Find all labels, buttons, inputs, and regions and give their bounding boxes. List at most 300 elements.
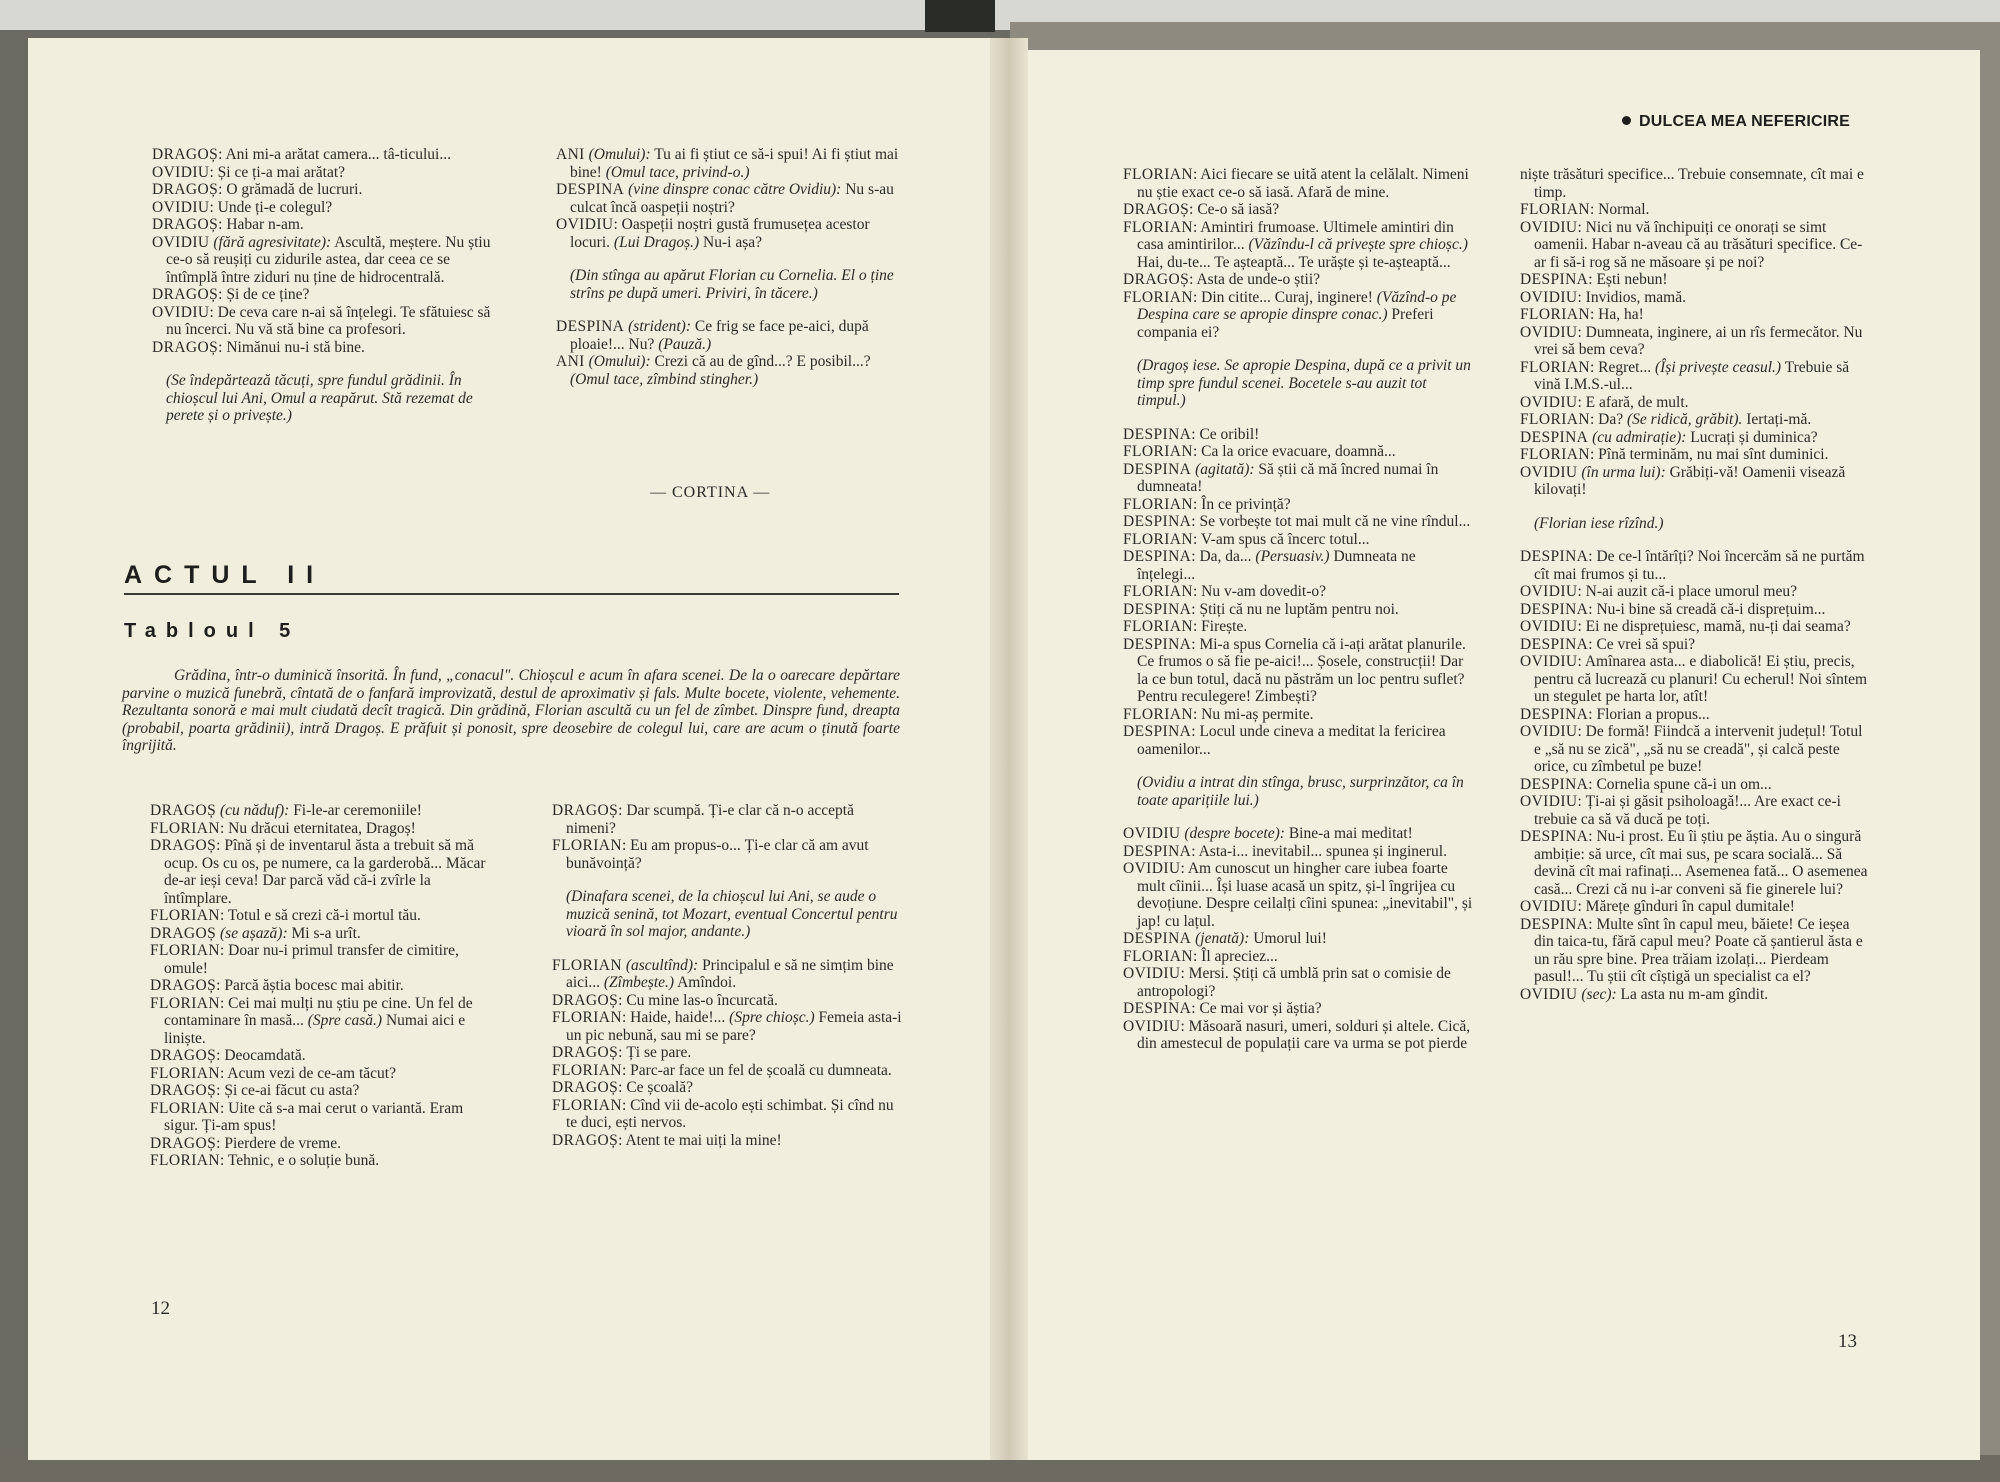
dialogue-text: : Măsoară nasuri, umeri, solduri și altele. Cică, din amestecul de populații care va urma se pot pierde <box>1137 1017 1471 1052</box>
parenthetical: (jenată): <box>1195 930 1250 947</box>
background-top-dark <box>925 0 995 32</box>
speaker-name: OVIDIU <box>1123 965 1181 982</box>
dialogue-line <box>1520 618 1872 636</box>
dialogue-text: : N-ai auzit că-i place umorul meu? <box>1577 583 1797 600</box>
dialogue-text: : Nu mi-aș permite. <box>1192 705 1314 723</box>
dialogue-text: : Asta de unde-o știi? <box>1189 271 1321 288</box>
speaker-name: DESPINA <box>1123 548 1192 565</box>
dialogue-line <box>1520 201 1872 219</box>
dialogue-line <box>556 353 904 388</box>
left-col2-top <box>556 146 904 388</box>
dialogue-line <box>552 1079 904 1097</box>
speaker-name: DESPINA <box>1520 828 1589 845</box>
dialogue-text: : Mersi. Știți că umblă prin sat o comisie de antropologi? <box>1137 965 1451 1000</box>
dialogue-line <box>150 1065 500 1083</box>
parenthetical: (Se ridică, grăbit). <box>1627 411 1743 428</box>
dialogue-text: Mi s-a urît. <box>291 924 361 942</box>
dialogue-text: : Ce vrei să spui? <box>1588 635 1696 653</box>
speaker-name: FLORIAN <box>1123 705 1193 723</box>
dialogue-text: : Ți-ai și găsit psiholoagă!... Are exact ce-i trebuie ca să vă ducă pe toți. <box>1534 793 1841 828</box>
speaker-name: FLORIAN <box>150 942 220 959</box>
dialogue-line <box>1123 496 1473 514</box>
parenthetical: (strident): <box>628 318 691 335</box>
dialogue-text: : Nu-i bine să creadă că-i disprețuim... <box>1588 600 1826 618</box>
speaker-name: DESPINA <box>1520 548 1589 565</box>
dialogue-text: : Doar nu-i primul transfer de cimitire, omule! <box>164 942 459 977</box>
dialogue-text: : Haide, haide!... <box>621 1009 726 1026</box>
dialogue-line <box>1123 965 1473 1000</box>
speaker-name: FLORIAN <box>1520 446 1590 463</box>
dialogue-line <box>1123 548 1473 583</box>
dialogue-line <box>1123 706 1473 724</box>
dialogue-text: : Ești nebun! <box>1588 271 1668 288</box>
dialogue-line <box>1520 776 1872 794</box>
speaker-name: FLORIAN <box>150 819 220 837</box>
parenthetical: (vine dinspre conac către Ovidiu): <box>628 181 842 198</box>
dialogue-text: Hai, du-te... Te așteaptă... Te urăște și te-așteaptă... <box>1137 253 1451 271</box>
dialogue-text: : Ani mi-a arătat camera... tâ-ticului... <box>218 146 451 163</box>
dialogue-line <box>1123 271 1473 289</box>
dialogue-line <box>1520 289 1872 307</box>
dialogue-line <box>1123 513 1473 531</box>
dialogue-line <box>1520 464 1872 499</box>
dialogue-continuation: niște trăsături specifice... Trebuie consemnate, cît mai e timp. <box>1520 166 1864 201</box>
dialogue-line <box>1520 394 1872 412</box>
speaker-name: FLORIAN <box>1123 166 1193 183</box>
stage-direction: (Ovidiu a intrat din stînga, brusc, surprinzător, ca în toate aparițiile lui.) <box>1137 774 1464 809</box>
dialogue-line <box>150 1152 500 1170</box>
dialogue-text: Să știi că mă încred numai în dumneata! <box>1137 460 1439 495</box>
dialogue-text: : Ce școală? <box>618 1079 694 1096</box>
speaker-name: DRAGOȘ <box>150 1134 217 1152</box>
dialogue-text: : Parcă ăștia bocesc mai abitir. <box>216 977 404 994</box>
dialogue-line <box>1123 443 1473 461</box>
dialogue-text: : Nici nu vă închipuiți ce onorați se simt oamenii. Habar n-aveau că au trăsături specifice. Ce-ar fi să-i rog să ne măsoare și pe noi? <box>1534 218 1863 271</box>
parenthetical: (ascultînd): <box>625 956 699 974</box>
speaker-name: OVIDIU <box>1520 618 1578 635</box>
dialogue-line <box>1123 426 1473 444</box>
running-header <box>1622 113 1850 131</box>
speaker-name: OVIDIU <box>1520 323 1578 341</box>
scene-description: Grădina, într-o duminică însorită. În fund, „conacul". Chioșcul e acum în afara scenei. De la o oarecare depărtare parvine o muzică funebră, cîntată de o fanfară improvizată, destul de aproximativ și fals. Multe bocete, violente, vehemente. Rezultanta sonoră e mai mult ciudată decît tragică. Din grădină, Florian ascultă cu un fel de zîmbet. Dinspre fund, dreapta (probabil, poarta grădinii), intră Dragoș. E prăfuit și ponosit, spre deosebire de colegul lui, care are acum o ținută foarte îngrijită. <box>122 667 900 754</box>
spacer <box>556 251 904 267</box>
dialogue-text: Preferi compania ei? <box>1137 306 1434 341</box>
dialogue-text: : Acum vezi de ce-am tăcut? <box>219 1064 396 1082</box>
speaker-name: FLORIAN <box>1520 201 1590 218</box>
dialogue-line <box>1123 843 1473 861</box>
speaker-name: FLORIAN <box>1123 288 1193 306</box>
dialogue-line <box>1520 653 1872 706</box>
page-number-left: 12 <box>151 1298 170 1319</box>
dialogue-text: : Florian a propus... <box>1588 705 1710 723</box>
speaker-name: OVIDIU <box>1520 393 1578 411</box>
speaker-name: DESPINA <box>1520 271 1589 288</box>
dialogue-text: : E afară, de mult. <box>1577 393 1689 411</box>
page-number-right: 13 <box>1838 1331 1857 1352</box>
dialogue-text: : Amînarea asta... e diabolică! Ei știu, precis, pentru că lucrează cu planuri! Cu echerul! Noi sîntem un stegulet pe harta lor, atît! <box>1534 653 1868 705</box>
dialogue-text: : O grămadă de lucruri. <box>218 181 363 198</box>
speaker-name: FLORIAN <box>1123 495 1193 513</box>
spacer <box>1123 758 1473 774</box>
dialogue-text: : Pînă și de inventarul ăsta a trebuit să mă ocup. Os cu os, pe numere, ca la garderobă... Măcar de-ar ieși ceva! Dar parcă văd că-i zvîrle la întîmplare. <box>164 837 486 907</box>
parenthetical: (sec): <box>1581 985 1617 1003</box>
dialogue-line <box>150 837 500 907</box>
dialogue-line <box>150 925 500 943</box>
dialogue-text: Principalul e să ne simțim bine aici... <box>566 956 894 991</box>
dialogue-line <box>1520 706 1872 724</box>
dialogue-text: : Cei mai mulți nu știu pe cine. Un fel de contaminare în masă... <box>164 994 473 1029</box>
bullet-icon <box>1622 116 1631 125</box>
speaker-name: OVIDIU <box>1520 985 1578 1003</box>
right-col2 <box>1520 166 1872 1003</box>
dialogue-line <box>1520 429 1872 447</box>
dialogue-line <box>152 286 502 304</box>
speaker-name: OVIDIU <box>1520 583 1578 600</box>
dialogue-line <box>552 1132 904 1150</box>
dialogue-line <box>150 907 500 925</box>
dialogue-text: Femeia asta-i un pic nebună, sau mi se pare? <box>566 1009 902 1044</box>
speaker-name: DRAGOȘ <box>150 1082 217 1099</box>
speaker-name: ANI <box>556 353 585 370</box>
dialogue-text: : Pierdere de vreme. <box>216 1134 341 1152</box>
dialogue-line <box>150 942 500 977</box>
running-header-text: DULCEA MEA NEFERICIRE <box>1639 113 1851 130</box>
dialogue-line <box>1520 916 1872 986</box>
dialogue-line <box>152 164 502 182</box>
dialogue-line <box>1520 306 1872 324</box>
dialogue-line <box>1123 219 1473 272</box>
dialogue-line <box>150 1047 500 1065</box>
dialogue-text: : Deocamdată. <box>216 1047 306 1064</box>
speaker-name: OVIDIU <box>1520 218 1578 236</box>
left-col2-bottom <box>552 802 904 1149</box>
dialogue-text: : Ce mai vor și ăștia? <box>1191 1000 1322 1017</box>
dialogue-text: : Habar n-am. <box>218 216 304 233</box>
speaker-name: DESPINA <box>1520 635 1589 653</box>
dialogue-line <box>1520 548 1872 583</box>
parenthetical: (cu admirație): <box>1592 428 1687 446</box>
dialogue-text: : Dar scumpă. Ți-e clar că n-o acceptă nimeni? <box>566 802 854 837</box>
speaker-name: DESPINA <box>1123 723 1192 740</box>
speaker-name: FLORIAN <box>552 1009 622 1026</box>
dialogue-line <box>556 146 904 181</box>
spacer <box>1123 341 1473 357</box>
dialogue-line <box>552 1062 904 1080</box>
dialogue-text: Bine-a mai meditat! <box>1288 825 1413 842</box>
dialogue-text: Iertați-mă. <box>1746 411 1812 428</box>
speaker-name: DESPINA <box>1123 513 1192 530</box>
dialogue-text: : Mi-a spus Cornelia că i-ați arătat planurile. Ce frumos o să fie pe-aici!... Șosele, construcții! Dar la ce bun totul, dacă nu păstrăm un loc pentru suflet? Pentru reculegere! Zimbești? <box>1137 635 1466 705</box>
speaker-name: DRAGOȘ <box>152 146 219 163</box>
speaker-name: DESPINA <box>1123 930 1192 947</box>
dialogue-text: : Mărețe gînduri în capul dumitale! <box>1577 898 1795 915</box>
speaker-name: DESPINA <box>1520 600 1589 618</box>
dialogue-text: : Știți că nu ne luptăm pentru noi. <box>1191 600 1399 618</box>
dialogue-text: : Ei ne disprețuiesc, mamă, nu-ți dai seama? <box>1577 618 1851 635</box>
dialogue-line <box>552 1044 904 1062</box>
parenthetical: (Spre casă.) <box>307 1012 383 1029</box>
dialogue-line <box>150 1100 500 1135</box>
speaker-name: DRAGOȘ <box>152 338 219 356</box>
dialogue-line <box>1123 531 1473 549</box>
dialogue-text: Amîndoi. <box>677 974 737 991</box>
speaker-name: FLORIAN <box>552 1096 622 1114</box>
speaker-name: DESPINA <box>1123 460 1192 478</box>
speaker-name: OVIDIU <box>1520 288 1578 306</box>
speaker-name: FLORIAN <box>1520 306 1590 323</box>
dialogue-text: : Asta-i... inevitabil... spunea și inginerul. <box>1191 842 1447 860</box>
dialogue-text: : Amintiri frumoase. Ultimele amintiri din casa amintirilor... <box>1137 218 1454 253</box>
speaker-name: DRAGOȘ <box>152 286 219 303</box>
dialogue-text: Numai aici e liniște. <box>164 1012 466 1047</box>
speaker-name: OVIDIU <box>1520 898 1578 915</box>
spacer <box>1123 410 1473 426</box>
dialogue-line <box>1520 986 1872 1004</box>
speaker-name: DRAGOȘ <box>152 181 219 198</box>
dialogue-line <box>1520 723 1872 776</box>
speaker-name: DESPINA <box>1520 915 1589 933</box>
dialogue-text: : Se vorbește tot mai mult că ne vine rîndul... <box>1191 513 1471 530</box>
dialogue-line <box>150 995 500 1048</box>
dialogue-text: Nu s-au culcat încă oaspeții noștri? <box>570 181 894 216</box>
dialogue-line <box>1520 219 1872 272</box>
dialogue-text: : De ceva care n-ai să înțelegi. Te sfătuiesc să nu încerci. Nu vă stă bine ca profesori. <box>166 303 491 338</box>
dialogue-text: Tu ai fi știut ce să-i spui! Ai fi știut mai bine! <box>570 146 899 181</box>
speaker-name: FLORIAN <box>150 1152 220 1169</box>
dialogue-text: Ce frig se face pe-aici, după ploaie!... Nu? <box>570 318 869 353</box>
dialogue-text: : Nimănui nu-i stă bine. <box>218 338 365 356</box>
dialogue-text: Grăbiți-vă! Oamenii visează kilovați! <box>1534 463 1846 498</box>
parenthetical: (Zîmbește.) <box>603 974 675 991</box>
parenthetical: (Omul tace, privind-o.) <box>605 163 750 181</box>
dialogue-text: : De ce-l întărîți? Noi încercăm să ne purtăm cît mai frumos și tu... <box>1534 548 1865 583</box>
speaker-name: ANI <box>556 146 585 163</box>
speaker-name: DESPINA <box>1123 842 1192 860</box>
speaker-name: OVIDIU <box>152 198 210 216</box>
dialogue-text: : Ce-o să iasă? <box>1189 201 1280 218</box>
dialogue-text: : Și ce-ai făcut cu asta? <box>216 1082 360 1099</box>
parenthetical: (cu năduf): <box>220 802 290 819</box>
parenthetical: (în urma lui): <box>1581 463 1666 481</box>
dialogue-line <box>150 1082 500 1100</box>
dialogue-text: : Aici fiecare se uită atent la celălalt. Nimeni nu știe exact ce-o să iasă. Afară de mine. <box>1137 166 1469 201</box>
speaker-name: FLORIAN <box>1123 618 1193 635</box>
speaker-name: DESPINA <box>556 318 625 335</box>
dialogue-line <box>552 802 904 837</box>
act-divider <box>124 593 899 595</box>
parenthetical: (Își privește ceasul.) <box>1654 358 1782 376</box>
dialogue-text: : Cînd vii de-acolo ești schimbat. Și cînd nu te duci, ești nervos. <box>566 1096 894 1131</box>
dialogue-line <box>556 216 904 251</box>
dialogue-line <box>150 802 500 820</box>
dialogue-line <box>1123 1018 1473 1053</box>
dialogue-line <box>1520 446 1872 464</box>
dialogue-text: : Invidios, mamă. <box>1577 288 1686 306</box>
dialogue-line <box>1123 583 1473 601</box>
dialogue-line <box>152 146 502 164</box>
speaker-name: DESPINA <box>1520 428 1589 446</box>
dialogue-text: : Eu am propus-o... Ți-e clar că am avut bunăvoință? <box>566 837 869 872</box>
dialogue-text: : Și de ce ține? <box>218 286 310 303</box>
spacer <box>552 941 904 957</box>
speaker-name: DESPINA <box>1520 705 1589 723</box>
dialogue-line <box>150 977 500 995</box>
dialogue-text: : Parc-ar face un fel de școală cu dumneata. <box>621 1061 892 1079</box>
dialogue-line <box>1520 793 1872 828</box>
parenthetical: (Lui Dragoș.) <box>613 233 700 251</box>
speaker-name: OVIDIU <box>152 233 210 251</box>
speaker-name: DRAGOȘ <box>552 991 619 1009</box>
dialogue-text: : Da, da... <box>1191 548 1252 565</box>
speaker-name: FLORIAN <box>1123 947 1193 965</box>
spacer <box>552 872 904 888</box>
speaker-name: DRAGOȘ <box>152 216 219 233</box>
speaker-name: DESPINA <box>1520 775 1589 793</box>
parenthetical: (Persuasiv.) <box>1255 548 1330 565</box>
spacer <box>1123 809 1473 825</box>
dialogue-text: : Da? <box>1589 411 1624 428</box>
dialogue-text: : Și ce ți-a mai arătat? <box>209 163 346 181</box>
dialogue-text: Nu-i așa? <box>703 233 763 251</box>
speaker-name: FLORIAN <box>150 907 220 924</box>
dialogue-line <box>1520 583 1872 601</box>
dialogue-line <box>1520 324 1872 359</box>
speaker-name: DESPINA <box>1123 425 1192 443</box>
dialogue-text: Lucrați și duminica? <box>1690 428 1818 446</box>
dialogue-text: Crezi că au de gînd...? E posibil...? <box>654 353 871 370</box>
dialogue-text: : Dumneata, inginere, ai un rîs fermecător. Nu vrei să bem ceva? <box>1534 323 1863 358</box>
spacer <box>1520 532 1872 548</box>
dialogue-text: Ascultă, meștere. Nu știu ce-o să reușiți cu zidurile astea, dar ceea ce se întîmplă între ziduri nu ține de hidrocentrală. <box>166 233 491 286</box>
dialogue-line <box>1123 618 1473 636</box>
dialogue-text: : Îl apreciez... <box>1192 947 1278 965</box>
stage-direction: (Florian iese rîzînd.) <box>1534 514 1664 532</box>
cortina-marker: — CORTINA — <box>650 484 771 501</box>
dialogue-text: : Nu-i prost. Eu îi știu pe ăștia. Au o singură ambiție: să urce, cît mai sus, pe scara socială... Să devină cît mai rafinați... Asemenea fată... O asemenea casă... Crezi că nu i-ar conveni să fie ginerele lui? <box>1534 828 1868 898</box>
speaker-name: DRAGOȘ <box>150 837 217 854</box>
parenthetical: (Pauză.) <box>658 335 712 353</box>
spacer <box>556 302 904 318</box>
dialogue-text: : În ce privință? <box>1192 495 1291 513</box>
spacer <box>152 356 502 372</box>
speaker-name: FLORIAN <box>1123 218 1193 236</box>
dialogue-text: : De formă! Fiindcă a intervenit județul! Totul e „să nu se zică", „să nu se creadă", și calcă peste orice, cu zîmbetul pe buze! <box>1534 723 1863 775</box>
dialogue-text: : Nu v-am dovedit-o? <box>1192 583 1326 600</box>
dialogue-text: : Ha, ha! <box>1589 306 1644 323</box>
dialogue-line <box>1520 828 1872 898</box>
dialogue-text: : Ți se pare. <box>618 1044 692 1061</box>
parenthetical: (se așază): <box>220 924 288 942</box>
dialogue-line <box>1123 289 1473 342</box>
dialogue-line <box>152 339 502 357</box>
dialogue-text: : Pînă terminăm, nu mai sînt duminici. <box>1589 446 1829 463</box>
speaker-name: FLORIAN <box>1520 358 1590 376</box>
dialogue-text: : Tehnic, e o soluție bună. <box>219 1152 380 1169</box>
dialogue-line <box>552 957 904 992</box>
dialogue-line <box>1123 1000 1473 1018</box>
speaker-name: OVIDIU <box>152 303 210 321</box>
speaker-name: DESPINA <box>1123 600 1192 618</box>
dialogue-line <box>152 304 502 339</box>
spacer <box>1520 499 1872 515</box>
speaker-name: OVIDIU <box>152 163 210 181</box>
dialogue-line <box>1123 930 1473 948</box>
dialogue-line <box>152 199 502 217</box>
dialogue-text: : Normal. <box>1589 201 1650 218</box>
dialogue-text: : Locul unde cineva a meditat la fericirea oamenilor... <box>1137 723 1446 758</box>
speaker-name: DRAGOȘ <box>150 977 217 994</box>
parenthetical: (Spre chioșc.) <box>729 1009 815 1026</box>
parenthetical: (despre bocete): <box>1184 825 1285 842</box>
dialogue-text: : Multe sînt în capul meu, băiete! Ce ieșea din taica-tu, fără capul meu? Poate că șantierul ăsta e un rău spre bine. Prea trăiam izolați... Pierdeam pasul!... Tu știi cît cîștigă un specialist ca el? <box>1534 915 1863 985</box>
dialogue-line <box>552 1009 904 1044</box>
dialogue-line <box>552 992 904 1010</box>
dialogue-line <box>1123 860 1473 930</box>
speaker-name: OVIDIU <box>1520 793 1578 810</box>
act-title: ACTUL II <box>124 561 326 589</box>
dialogue-text: : Nu drăcui eternitatea, Dragoș! <box>219 819 416 837</box>
parenthetical: (fără agresivitate): <box>213 233 332 251</box>
stage-direction: (Dinafara scenei, de la chioșcul lui Ani, se aude o muzică senină, tot Mozart, eventual Concertul pentru vioară în sol major, andante.) <box>566 888 898 940</box>
dialogue-line <box>152 181 502 199</box>
dialogue-text: : Firește. <box>1192 618 1248 635</box>
speaker-name: OVIDIU <box>1520 653 1578 670</box>
dialogue-line <box>1520 359 1872 394</box>
parenthetical: (Văzîndu-l că privește spre chioșc.) <box>1248 236 1468 253</box>
speaker-name: OVIDIU <box>1520 463 1578 481</box>
dialogue-line <box>552 837 904 872</box>
dialogue-line <box>150 1135 500 1153</box>
speaker-name: FLORIAN <box>150 1064 220 1082</box>
speaker-name: DESPINA <box>556 181 625 198</box>
dialogue-line <box>556 318 904 353</box>
dialogue-text: Fi-le-ar ceremoniile! <box>293 802 422 819</box>
speaker-name: FLORIAN <box>552 1061 622 1079</box>
dialogue-line <box>1123 601 1473 619</box>
dialogue-line <box>1520 601 1872 619</box>
left-col1-top <box>152 146 502 425</box>
dialogue-text: : Cornelia spune că-i un om... <box>1588 775 1772 793</box>
speaker-name: DESPINA <box>1123 1000 1192 1017</box>
dialogue-line <box>1520 411 1872 429</box>
speaker-name: DRAGOȘ <box>552 802 619 819</box>
dialogue-line <box>1123 636 1473 706</box>
speaker-name: OVIDIU <box>1123 860 1181 877</box>
dialogue-text: : Ca la orice evacuare, doamnă... <box>1192 443 1396 460</box>
dialogue-text: Trebuie să vină I.M.S.-ul... <box>1534 358 1850 393</box>
dialogue-text: : Oaspeții noștri gustă frumusețea acestor locuri. <box>570 216 870 251</box>
dialogue-line <box>556 181 904 216</box>
parenthetical: (Omul tace, zîmbind stingher.) <box>570 370 759 388</box>
dialogue-line <box>1123 825 1473 843</box>
dialogue-line <box>1123 461 1473 496</box>
dialogue-text: : Am cunoscut un hingher care iubea foarte mult cîinii... Își luase acasă un spitz, și-l îngrijea cu devoțiune. Despre ceilalți cîini spunea: „inevitabil", și jap! cu lațul. <box>1137 860 1473 930</box>
dialogue-text: Umorul lui! <box>1253 930 1327 947</box>
speaker-name: DRAGOȘ <box>552 1131 619 1149</box>
right-col1 <box>1123 166 1473 1053</box>
stage-direction: (Din stînga au apărut Florian cu Cornelia. El o ține strîns pe după umeri. Priviri, în tăcere.) <box>570 267 894 302</box>
dialogue-text: : Ce oribil! <box>1191 425 1260 443</box>
dialogue-text: : Atent te mai uiți la mine! <box>618 1131 782 1149</box>
speaker-name: FLORIAN <box>552 956 622 974</box>
parenthetical: (agitată): <box>1195 460 1255 478</box>
dialogue-text: : Regret... <box>1589 358 1652 376</box>
parenthetical: (Omului): <box>588 353 651 370</box>
speaker-name: OVIDIU <box>1123 1017 1181 1035</box>
dialogue-line <box>1123 166 1473 201</box>
parenthetical: (Omului): <box>588 146 651 163</box>
dialogue-line <box>152 234 502 287</box>
